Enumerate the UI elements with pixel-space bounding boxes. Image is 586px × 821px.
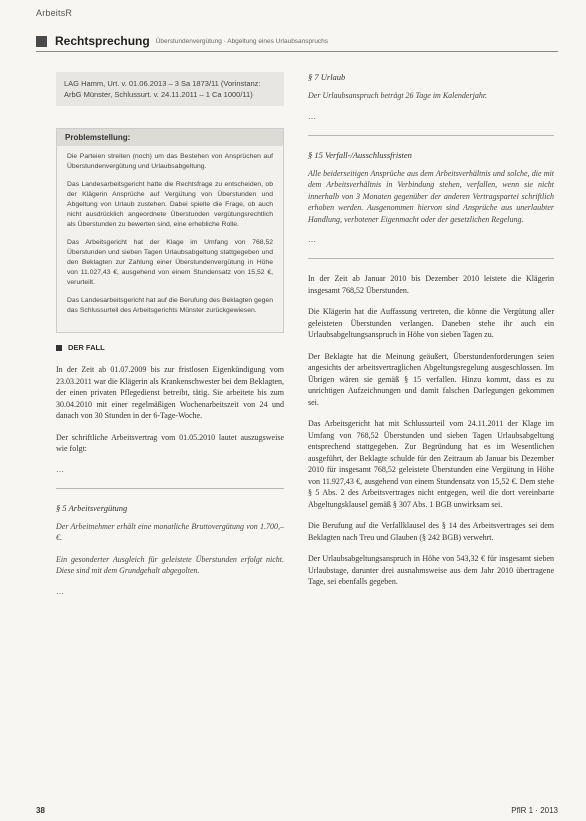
problem-paragraph: Die Parteien streiten (noch) um das Bestehen von Ansprüchen auf Überstundenvergütung und Urlaubsabgeltung. bbox=[67, 153, 273, 170]
body-paragraph: Die Klägerin hat die Auffassung vertreten, die könne die Vergütung aller geleisteten Überstunden verlangen. Daneben stehe ihr auch ein Urlaubsabgeltungsanspruch in Höhe von sieben Tagen zu. bbox=[308, 307, 554, 339]
right-column bbox=[308, 72, 554, 598]
left-column bbox=[56, 72, 284, 610]
problem-heading: Problemstellung: bbox=[57, 129, 283, 146]
fall-section-head bbox=[56, 343, 284, 352]
contract-clause-heading: § 5 Arbeitsvergütung bbox=[56, 502, 128, 513]
contract-clause-heading: § 15 Verfall-/Ausschlussfristen bbox=[308, 149, 412, 160]
section-square-icon bbox=[56, 345, 62, 351]
divider bbox=[308, 135, 554, 136]
contract-clause-text: Alle beiderseitigen Ansprüche aus dem Arbeitsverhältnis und solche, die mit dem Arbeitsverhältnis in Verbindung stehen, verfallen, wenn sie nicht innerhalb von 3 Monaten gegenüber der anderen Vertragspartei schriftlich erhoben werden. Ausgenommen hiervon sind Ansprüche aus unerlaubter Handlung, verbotener Eigenmacht oder der gesetzlichen Regelung. bbox=[308, 168, 554, 224]
divider bbox=[56, 488, 284, 489]
problem-paragraph: Das Arbeitsgericht hat der Klage im Umfang von 768,52 Überstunden und sieben Tagen Urlaubsabgeltung stattgegeben und den Beklagten zur Zahlung einer Überstundenvergütung in Höhe von 11.027,43 €, ausgehend von einem Stundensatz von 15,52 €, verurteilt. bbox=[67, 239, 273, 286]
fall-paragraph: Der schriftliche Arbeitsvertrag vom 01.05.2010 lautet auszugsweise wie folgt: bbox=[56, 432, 284, 453]
header-square-icon bbox=[36, 36, 47, 47]
header-title: Rechtsprechung bbox=[55, 34, 150, 48]
contract-clause-text: Der Urlaubsanspruch beträgt 26 Tage im Kalenderjahr. bbox=[308, 91, 488, 100]
body-paragraph: Der Urlaubsabgeltungsanspruch in Höhe von 543,32 € für insgesamt sieben Urlaubstage, darunter drei ausnahmsweise aus dem Jahr 2010 übertragene Tage, sei ebenfalls gegeben. bbox=[308, 554, 554, 586]
ellipsis: … bbox=[308, 235, 316, 244]
divider bbox=[308, 258, 554, 259]
problem-paragraph: Das Landesarbeitsgericht hat auf die Berufung des Beklagten gegen das Schlussurteil des Arbeitsgerichts Münster zurückgewiesen. bbox=[67, 297, 273, 314]
ellipsis: … bbox=[56, 586, 64, 596]
fall-paragraph: In der Zeit ab 01.07.2009 bis zur fristlosen Eigenkündigung vom 23.03.2011 war die Klägerin als Krankenschwester bei dem Beklagten, der einen privaten Pflegedienst betreibt, tätig. Sie arbeitete bis zum 30.04.2010 mit einer regelmäßigen Wochenarbeitszeit von 24 und danach von 30 Stunden in der 6-Tage-Woche. bbox=[56, 365, 284, 420]
citation-box: LAG Hamm, Urt. v. 01.06.2013 – 3 Sa 1873/11 (Vorinstanz: ArbG Münster, Schlussurt. v. 24.11.2011 – 1 Ca 1000/11) bbox=[56, 72, 284, 106]
contract-clause-text: Der Arbeitnehmer erhält eine monatliche Bruttovergütung von 1.700,– €. bbox=[56, 521, 284, 542]
problem-paragraph: Das Landesarbeitsgericht hatte die Rechtsfrage zu entscheiden, ob der Klägerin Ansprüche auf Vergütung von Überstunden und Abgeltung von Urlaub zustehen. Dabei spielte die Frage, ob auch nicht ausdrücklich angeordnete Überstunden vergütungsrechtlich als Überstunden zu bewerten sind, eine erhebliche Rolle. bbox=[67, 181, 273, 228]
body-paragraph: Der Beklagte hat die Meinung geäußert, Überstundenforderungen seien angesichts der arbeitsvertraglichen Abgeltungsregelung ausgeschlossen. Im Übrigen wären sie gemäß § 15 verfallen. Hinzu kommt, dass es zu unrichtigen Aufzeichnungen und damit falschen Darlegungen gekommen sei. bbox=[308, 351, 554, 407]
fall-heading: DER FALL bbox=[68, 343, 105, 352]
page-header bbox=[36, 34, 328, 48]
header-subtitle: Überstundenvergütung · Abgeltung eines Urlaubsanspruchs bbox=[155, 37, 329, 45]
contract-clause-heading: § 7 Urlaub bbox=[308, 72, 346, 82]
page-number: 38 bbox=[36, 806, 45, 815]
problem-body bbox=[57, 146, 283, 332]
body-paragraph: Die Berufung auf die Verfallklausel des § 14 des Arbeitsvertrages sei dem Beklagten nach Treu und Glauben (§ 242 BGB) verwehrt. bbox=[308, 521, 554, 542]
journal-issue: PflR 1 · 2013 bbox=[511, 806, 558, 815]
body-paragraph: In der Zeit ab Januar 2010 bis Dezember 2010 leistete die Klägerin insgesamt 768,52 Überstunden. bbox=[308, 274, 554, 295]
section-kicker: ArbeitsR bbox=[36, 8, 73, 18]
ellipsis: … bbox=[56, 464, 64, 474]
body-paragraph: Das Arbeitsgericht hat mit Schlussurteil vom 24.11.2011 der Klage im Umfang von 768,52 Überstunden und sieben Tagen Urlaubsabgeltung entsprechend stattgegeben. Zur Begründung hat es im Wesentlichen ausgeführt, der Beklagte schulde für den Zeitraum ab Januar bis Dezember 2010 für insgesamt 768,52 geleistete Überstunden eine Vergütung in Höhe von 11.927,43 €, ausgehend von einem Stundensatz von 15,52 €. Dem stehe § 5 Abs. 2 des Arbeitsvertrages nicht entgegen, weil die dort vereinbarte Abgeltungsklausel gemäß § 307 Abs. 1 BGB unwirksam sei. bbox=[308, 419, 554, 509]
ellipsis: … bbox=[308, 111, 316, 121]
header-rule bbox=[36, 51, 558, 52]
problem-box bbox=[56, 128, 284, 333]
contract-clause-text: Ein gesonderter Ausgleich für geleistete Überstunden erfolgt nicht. Diese sind mit dem Grundgehalt abgegolten. bbox=[56, 554, 284, 575]
